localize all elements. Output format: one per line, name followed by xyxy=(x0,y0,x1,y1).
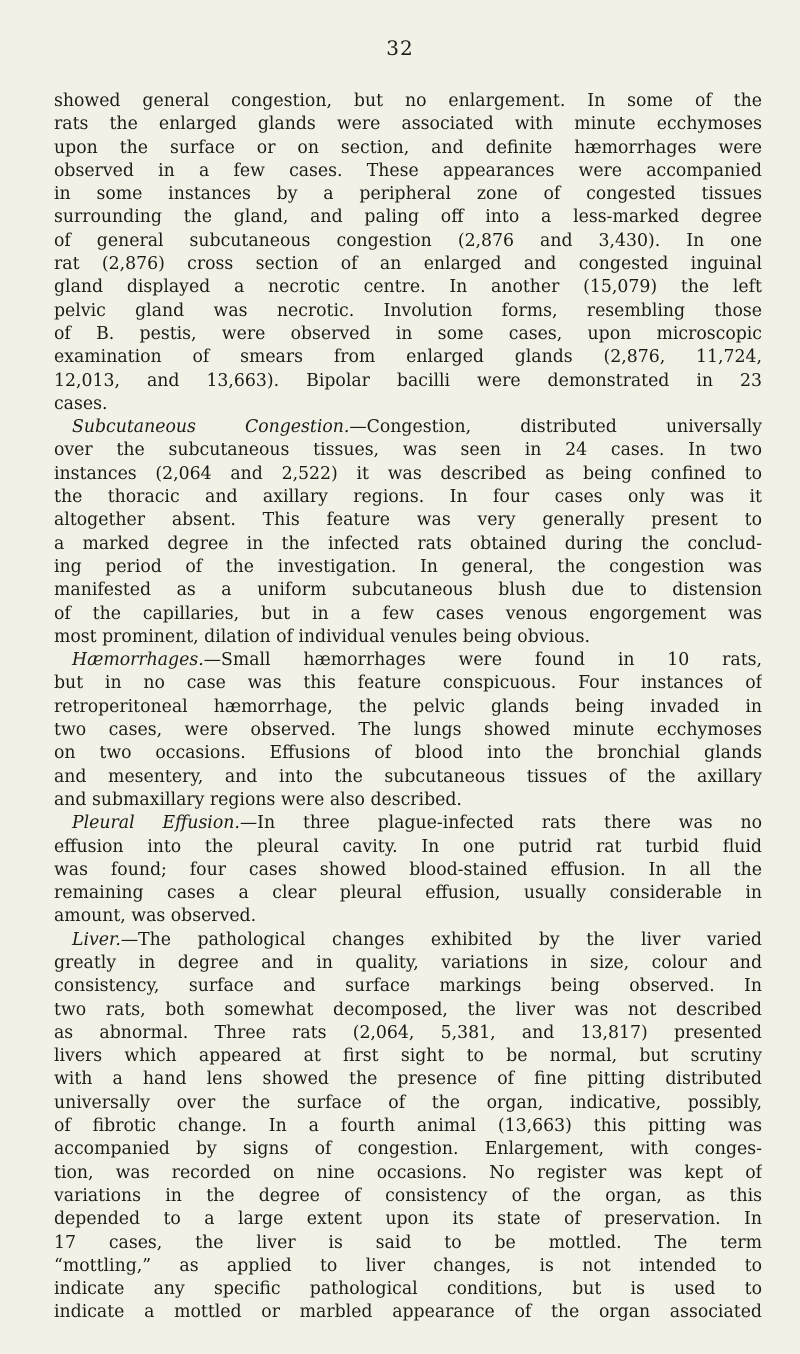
text-line: “mottling,” as applied to liver changes, is not intended to xyxy=(54,1255,762,1276)
text-line: was found; four cases showed blood-stained effusion. In all the xyxy=(54,859,762,880)
text-line: greatly in degree and in quality, variations in size, colour and xyxy=(54,952,762,973)
text-line: altogether absent. This feature was very generally present to xyxy=(54,510,762,531)
text-line: indicate any specific pathological conditions, but is used to xyxy=(54,1279,762,1300)
text-line: of B. pestis, were observed in some cases, upon microscopic xyxy=(54,323,762,344)
text-line: two rats, both somewhat decomposed, the liver was not described xyxy=(54,999,762,1020)
text-line: retroperitoneal hæmorrhage, the pelvic glands being invaded in xyxy=(54,696,762,717)
text-line: instances (2,064 and 2,522) it was described as being confined to xyxy=(54,463,762,484)
section-subcutaneous-congestion xyxy=(54,416,762,439)
text-line: pelvic gland was necrotic. Involution forms, resembling those xyxy=(54,300,762,321)
text-line: livers which appeared at first sight to be normal, but scrutiny xyxy=(54,1046,762,1067)
text-line: two cases, were observed. The lungs showed minute ecchymoses xyxy=(54,720,762,741)
text-line: 17 cases, the liver is said to be mottled. The term xyxy=(54,1232,762,1253)
section-heading: Hæmorrhages. xyxy=(72,650,204,671)
text-line: 12,013, and 13,663). Bipolar bacilli were demonstrated in 23 xyxy=(54,370,762,391)
text-line: surrounding the gland, and paling off into a less-marked degree xyxy=(54,207,762,228)
section-pleural-effusion xyxy=(54,812,762,835)
text-line: of the capillaries, but in a few cases venous engorgement was xyxy=(54,603,762,624)
text-line: depended to a large extent upon its state of preservation. In xyxy=(54,1209,762,1230)
text-line: over the subcutaneous tissues, was seen in 24 cases. In two xyxy=(54,440,762,461)
text-line: —Small hæmorrhages were found in 10 rats, xyxy=(203,650,762,671)
text-line: with a hand lens showed the presence of fine pitting distributed xyxy=(54,1069,762,1090)
text-line: and submaxillary regions were also described. xyxy=(54,789,462,810)
text-line: universally over the surface of the organ, indicative, possibly, xyxy=(54,1092,762,1113)
text-line: ing period of the investigation. In general, the congestion was xyxy=(54,556,762,577)
text-line: showed general congestion, but no enlargement. In some of the xyxy=(54,91,762,111)
text-line: the thoracic and axillary regions. In four cases only was it xyxy=(54,487,762,508)
text-line: indicate a mottled or marbled appearance of the organ associated xyxy=(54,1302,762,1323)
text-line: consistency, surface and surface markings being observed. In xyxy=(54,976,762,997)
text-line: on two occasions. Effusions of blood into the bronchial glands xyxy=(54,743,762,764)
text-line: most prominent, dilation of individual venules being obvious. xyxy=(54,626,590,647)
page-number: 32 xyxy=(386,36,414,60)
text-line: gland displayed a necrotic centre. In another (15,079) the left xyxy=(54,277,762,298)
text-line: upon the surface or on section, and definite hæmorrhages were xyxy=(54,137,762,158)
body-text xyxy=(54,90,762,1325)
section-heading: Liver. xyxy=(72,929,121,950)
text-line: of general subcutaneous congestion (2,876 and 3,430). In one xyxy=(54,230,762,251)
text-line: of fibrotic change. In a fourth animal (13,663) this pitting was xyxy=(54,1116,762,1137)
text-line: tion, was recorded on nine occasions. No register was kept of xyxy=(54,1162,762,1183)
section-heading: Subcutaneous Congestion. xyxy=(72,417,350,438)
text-line: variations in the degree of consistency of the organ, as this xyxy=(54,1185,762,1206)
text-line: accompanied by signs of congestion. Enlargement, with conges- xyxy=(54,1139,762,1160)
text-line: —The pathological changes exhibited by the liver varied xyxy=(120,929,762,950)
text-line: examination of smears from enlarged glands (2,876, 11,724, xyxy=(54,347,762,368)
text-line: and mesentery, and into the subcutaneous tissues of the axillary xyxy=(54,766,762,787)
section-haemorrhages xyxy=(54,649,762,672)
text-line: —In three plague-infected rats there was no xyxy=(239,813,762,834)
text-line: remaining cases a clear pleural effusion, usually considerable in xyxy=(54,883,762,904)
section-liver xyxy=(54,929,762,952)
text-line: as abnormal. Three rats (2,064, 5,381, and 13,817) presented xyxy=(54,1022,762,1043)
text-line: rats the enlarged glands were associated with minute ecchymoses xyxy=(54,114,762,135)
text-line: effusion into the pleural cavity. In one putrid rat turbid fluid xyxy=(54,836,762,857)
text-line: amount, was observed. xyxy=(54,906,257,927)
section-heading: Pleural Effusion. xyxy=(72,813,240,834)
text-line: manifested as a uniform subcutaneous blush due to distension xyxy=(54,580,762,601)
text-line: cases. xyxy=(54,393,108,414)
text-line: observed in a few cases. These appearances were accompanied xyxy=(54,160,762,181)
text-line: rat (2,876) cross section of an enlarged and congested inguinal xyxy=(54,254,762,275)
text-line: in some instances by a peripheral zone of congested tissues xyxy=(54,184,762,205)
text-line: but in no case was this feature conspicuous. Four instances of xyxy=(54,673,762,694)
text-line: —Congestion, distributed universally xyxy=(349,417,762,438)
text-line: a marked degree in the infected rats obtained during the conclud- xyxy=(54,533,762,554)
